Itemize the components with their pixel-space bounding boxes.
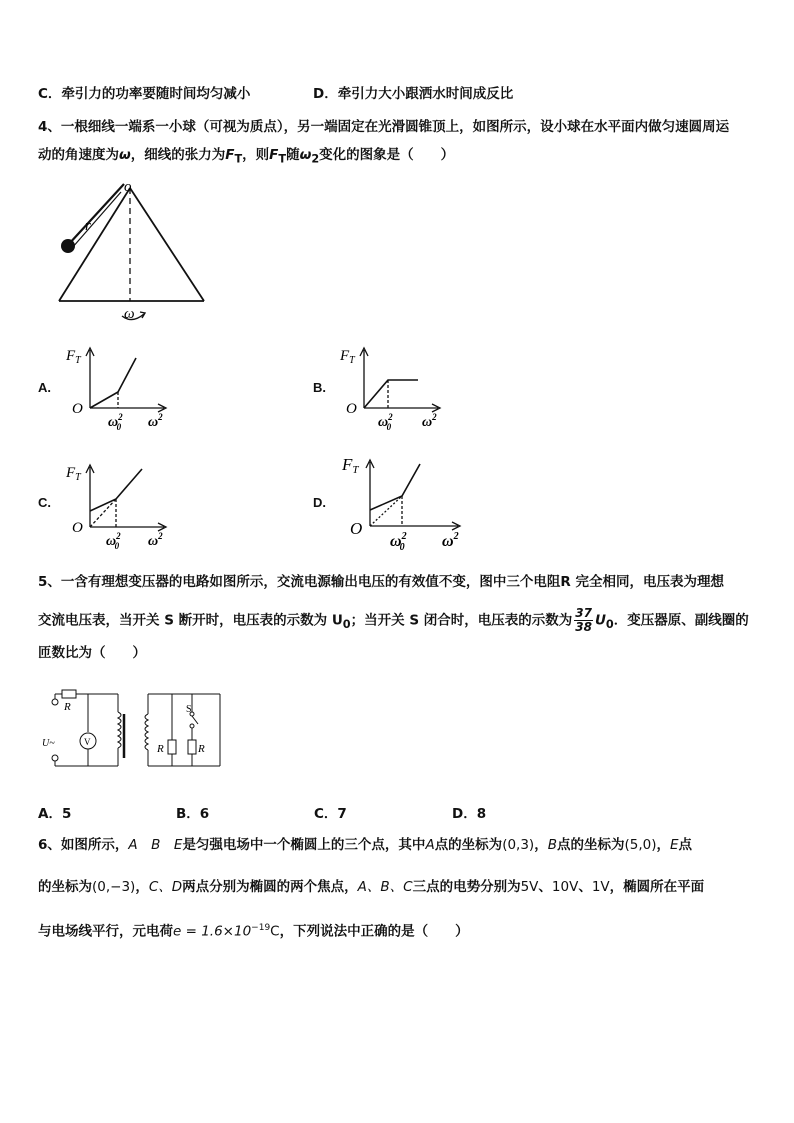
option-b-label: B. [313, 380, 326, 395]
option-d-label: D. [313, 495, 326, 510]
graph-d [338, 450, 468, 555]
option-c: C．牵引力的功率要随时间均匀减小 [38, 86, 251, 102]
svg-text:O: O [72, 401, 83, 417]
resistor-r3 [188, 740, 196, 754]
secondary-coil [145, 714, 148, 750]
graph-c [62, 455, 172, 550]
svg-text:ω20: $\omega^2$ 0 [390, 531, 407, 553]
q6-line1: 6、如图所示，A B E是匀强电场中一个椭圆上的三个点，其中A点的坐标为(0,3)，B点的坐标为(5,0)，E点 [38, 837, 693, 853]
svg-text:O: O [72, 520, 83, 536]
svg-text:U~: U~ [42, 738, 55, 749]
svg-text:FT: $F_T$ [66, 348, 81, 366]
cone-right-side [130, 188, 204, 301]
q4-line1: 4、一根细线一端系一小球（可视为质点），另一端固定在光滑圆锥顶上，如图所示，设小球在水平面内做匀速圆周运 [38, 119, 730, 135]
option-a-label: A. [38, 380, 51, 395]
cone-figure [52, 178, 212, 328]
terminal-top [52, 699, 58, 705]
ball [61, 239, 75, 253]
q5-option-b: B．6 [176, 806, 210, 822]
svg-text:ω2: $\omega^2$ [148, 412, 163, 430]
graph-a-curve [90, 358, 136, 408]
resistor-r1 [62, 690, 76, 698]
resistor-r2 [168, 740, 176, 754]
graph-a [62, 340, 172, 435]
q6-line3: 与电场线平行，元电荷$e = 1.6\times 10^{-19}C$，下列说法中正确的是（ ） [38, 923, 469, 940]
svg-text:ω2: $\omega^2$ [442, 531, 459, 550]
terminal-bottom [52, 755, 58, 761]
svg-text:R: R [64, 701, 71, 713]
svg-text:ω20: $\omega^2$ 0 [108, 412, 123, 432]
graph-b [336, 340, 446, 435]
q4-line2: 动的角速度为ω，细线的张力为$F_T$，则$F_T$随$\omega_2$变化的图象是（ ） [38, 147, 455, 166]
q5-line2: 交流电压表，当开关 S 断开时，电压表的示数为 $U_0$；当开关 S 闭合时，电压表的示数为 $\frac{37}{38}$ $U_0$．变压器原、副线圈的 [38, 606, 749, 634]
primary-coil [118, 712, 121, 748]
svg-text:R: R [157, 743, 164, 755]
q5-option-a: A．5 [38, 806, 72, 822]
q5-option-d: D．8 [452, 806, 487, 822]
svg-text:ω2: $\omega^2$ [148, 531, 163, 549]
string-length-label: r [85, 218, 91, 234]
svg-text:ω20: $\omega^2$ 0 [378, 412, 393, 432]
option-d: D．牵引力大小跟洒水时间成反比 [313, 86, 514, 102]
svg-text:O: O [350, 519, 363, 538]
q5-option-c: C．7 [314, 806, 347, 822]
cone-surface-line [72, 192, 121, 248]
circuit-diagram [40, 686, 230, 786]
svg-text:FT: $F_T$ [340, 348, 355, 366]
svg-text:FT: $F_T$ [66, 465, 81, 483]
svg-text:ω20: $\omega^2$ 0 [106, 531, 121, 550]
svg-text:O: O [346, 401, 357, 417]
svg-text:V: V [84, 737, 91, 747]
graph-b-curve [364, 380, 418, 408]
string-line [68, 184, 124, 245]
svg-text:FT: FT [342, 455, 359, 476]
option-c-label: C. [38, 495, 51, 510]
apex-label: o [124, 179, 132, 195]
q5-line1: 5、一含有理想变压器的电路如图所示，交流电源输出电压的有效值不变，图中三个电阻R 完全相同，电压表为理想 [38, 574, 724, 590]
q5-line3: 匝数比为（ ） [38, 645, 146, 661]
svg-text:S: S [186, 704, 192, 715]
omega-label: ω [124, 306, 135, 322]
svg-text:R: R [198, 743, 205, 755]
svg-text:ω2: $\omega^2$ [422, 412, 437, 430]
q6-line2: 的坐标为(0,−3)，C、D两点分别为椭圆的两个焦点，A、B、C三点的电势分别为5V、10V、1V，椭圆所在平面 [38, 879, 705, 895]
